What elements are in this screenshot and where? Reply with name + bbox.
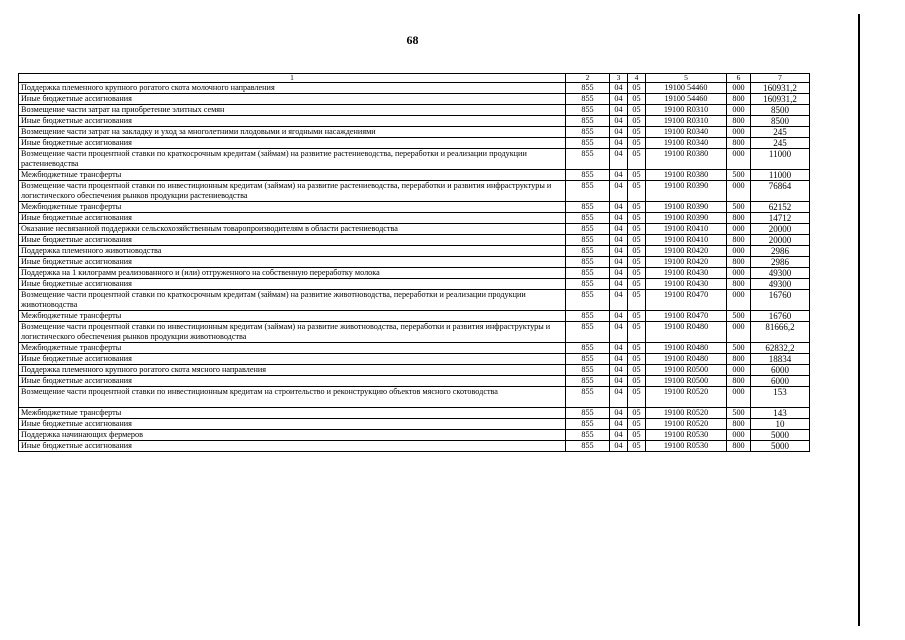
- target-code-cell: 19100 R0520: [646, 419, 727, 430]
- amount-cell: 6000: [751, 376, 810, 387]
- table-row: [19, 202, 810, 213]
- table-row: [19, 408, 810, 419]
- item-name-cell: Возмещение части процентной ставки по краткосрочным кредитам (займам) на развитие растениеводства, переработки и реализации продукции растениеводства: [19, 149, 566, 170]
- table-row: [19, 235, 810, 246]
- subsection-code-cell: 05: [628, 170, 646, 181]
- target-code-cell: 19100 R0310: [646, 105, 727, 116]
- table-row: [19, 376, 810, 387]
- item-name-cell: Иные бюджетные ассигнования: [19, 441, 566, 452]
- table-row: [19, 138, 810, 149]
- target-code-cell: 19100 R0520: [646, 408, 727, 419]
- expense-type-cell: 800: [727, 376, 751, 387]
- ministry-code-cell: 855: [566, 268, 610, 279]
- section-code-cell: 04: [610, 181, 628, 202]
- item-name-cell: Иные бюджетные ассигнования: [19, 376, 566, 387]
- amount-cell: 6000: [751, 365, 810, 376]
- target-code-cell: 19100 R0470: [646, 290, 727, 311]
- amount-cell: 143: [751, 408, 810, 419]
- section-code-cell: 04: [610, 94, 628, 105]
- subsection-code-cell: 05: [628, 290, 646, 311]
- ministry-code-cell: 855: [566, 387, 610, 408]
- target-code-cell: 19100 R0410: [646, 235, 727, 246]
- table-row: [19, 279, 810, 290]
- expense-type-cell: 800: [727, 419, 751, 430]
- amount-cell: 2986: [751, 257, 810, 268]
- ministry-code-cell: 855: [566, 94, 610, 105]
- section-code-cell: 04: [610, 213, 628, 224]
- ministry-code-cell: 855: [566, 213, 610, 224]
- section-code-cell: 04: [610, 376, 628, 387]
- section-code-cell: 04: [610, 419, 628, 430]
- section-code-cell: 04: [610, 354, 628, 365]
- target-code-cell: 19100 R0420: [646, 246, 727, 257]
- ministry-code-cell: 855: [566, 441, 610, 452]
- expense-type-cell: 800: [727, 235, 751, 246]
- amount-cell: 245: [751, 127, 810, 138]
- amount-cell: 76864: [751, 181, 810, 202]
- subsection-code-cell: 05: [628, 181, 646, 202]
- amount-cell: 160931,2: [751, 83, 810, 94]
- subsection-code-cell: 05: [628, 94, 646, 105]
- expense-type-cell: 000: [727, 105, 751, 116]
- expense-type-cell: 000: [727, 322, 751, 343]
- subsection-code-cell: 05: [628, 343, 646, 354]
- column-number: 2: [566, 74, 610, 83]
- section-code-cell: 04: [610, 290, 628, 311]
- target-code-cell: 19100 R0390: [646, 181, 727, 202]
- ministry-code-cell: 855: [566, 149, 610, 170]
- table-row: [19, 213, 810, 224]
- ministry-code-cell: 855: [566, 246, 610, 257]
- target-code-cell: 19100 R0420: [646, 257, 727, 268]
- table-row: [19, 354, 810, 365]
- amount-cell: 153: [751, 387, 810, 408]
- section-code-cell: 04: [610, 343, 628, 354]
- subsection-code-cell: 05: [628, 387, 646, 408]
- target-code-cell: 19100 R0310: [646, 116, 727, 127]
- section-code-cell: 04: [610, 430, 628, 441]
- item-name-cell: Межбюджетные трансферты: [19, 408, 566, 419]
- section-code-cell: 04: [610, 235, 628, 246]
- table-row: [19, 290, 810, 311]
- target-code-cell: 19100 R0410: [646, 224, 727, 235]
- subsection-code-cell: 05: [628, 419, 646, 430]
- amount-cell: 81666,2: [751, 322, 810, 343]
- subsection-code-cell: 05: [628, 441, 646, 452]
- budget-table: [18, 73, 810, 452]
- section-code-cell: 04: [610, 257, 628, 268]
- expense-type-cell: 000: [727, 181, 751, 202]
- target-code-cell: 19100 R0380: [646, 170, 727, 181]
- item-name-cell: Межбюджетные трансферты: [19, 202, 566, 213]
- item-name-cell: Межбюджетные трансферты: [19, 311, 566, 322]
- table-row: [19, 257, 810, 268]
- amount-cell: 2986: [751, 246, 810, 257]
- column-number: 6: [727, 74, 751, 83]
- ministry-code-cell: 855: [566, 202, 610, 213]
- subsection-code-cell: 05: [628, 322, 646, 343]
- item-name-cell: Поддержка племенного крупного рогатого скота молочного направления: [19, 83, 566, 94]
- expense-type-cell: 800: [727, 213, 751, 224]
- table-row: [19, 311, 810, 322]
- column-number: 1: [19, 74, 566, 83]
- amount-cell: 11000: [751, 170, 810, 181]
- target-code-cell: 19100 54460: [646, 94, 727, 105]
- subsection-code-cell: 05: [628, 376, 646, 387]
- column-number: 7: [751, 74, 810, 83]
- section-code-cell: 04: [610, 224, 628, 235]
- column-number: 4: [628, 74, 646, 83]
- expense-type-cell: 500: [727, 311, 751, 322]
- amount-cell: 18834: [751, 354, 810, 365]
- item-name-cell: Иные бюджетные ассигнования: [19, 213, 566, 224]
- subsection-code-cell: 05: [628, 279, 646, 290]
- section-code-cell: 04: [610, 105, 628, 116]
- subsection-code-cell: 05: [628, 311, 646, 322]
- section-code-cell: 04: [610, 408, 628, 419]
- target-code-cell: 19100 R0500: [646, 376, 727, 387]
- expense-type-cell: 000: [727, 224, 751, 235]
- table-row: [19, 83, 810, 94]
- item-name-cell: Иные бюджетные ассигнования: [19, 116, 566, 127]
- table-row: [19, 170, 810, 181]
- page-edge-rule: [858, 14, 860, 626]
- amount-cell: 8500: [751, 105, 810, 116]
- section-code-cell: 04: [610, 311, 628, 322]
- section-code-cell: 04: [610, 202, 628, 213]
- item-name-cell: Межбюджетные трансферты: [19, 343, 566, 354]
- subsection-code-cell: 05: [628, 116, 646, 127]
- target-code-cell: 19100 R0520: [646, 387, 727, 408]
- ministry-code-cell: 855: [566, 419, 610, 430]
- expense-type-cell: 500: [727, 408, 751, 419]
- subsection-code-cell: 05: [628, 430, 646, 441]
- target-code-cell: 19100 R0480: [646, 343, 727, 354]
- section-code-cell: 04: [610, 170, 628, 181]
- amount-cell: 245: [751, 138, 810, 149]
- item-name-cell: Иные бюджетные ассигнования: [19, 419, 566, 430]
- amount-cell: 49300: [751, 279, 810, 290]
- column-number-row: [19, 74, 810, 83]
- ministry-code-cell: 855: [566, 181, 610, 202]
- ministry-code-cell: 855: [566, 279, 610, 290]
- ministry-code-cell: 855: [566, 311, 610, 322]
- item-name-cell: Межбюджетные трансферты: [19, 170, 566, 181]
- section-code-cell: 04: [610, 149, 628, 170]
- item-name-cell: Иные бюджетные ассигнования: [19, 94, 566, 105]
- table-row: [19, 343, 810, 354]
- ministry-code-cell: 855: [566, 408, 610, 419]
- expense-type-cell: 000: [727, 246, 751, 257]
- section-code-cell: 04: [610, 127, 628, 138]
- amount-cell: 14712: [751, 213, 810, 224]
- section-code-cell: 04: [610, 387, 628, 408]
- item-name-cell: Возмещение части процентной ставки по инвестиционным кредитам (займам) на развитие растениеводства, переработки и развития инфраструктуры и логистического обеспечения рынков продукции растениеводства: [19, 181, 566, 202]
- amount-cell: 20000: [751, 235, 810, 246]
- ministry-code-cell: 855: [566, 322, 610, 343]
- subsection-code-cell: 05: [628, 213, 646, 224]
- target-code-cell: 19100 54460: [646, 83, 727, 94]
- expense-type-cell: 800: [727, 279, 751, 290]
- target-code-cell: 19100 R0500: [646, 365, 727, 376]
- subsection-code-cell: 05: [628, 202, 646, 213]
- subsection-code-cell: 05: [628, 83, 646, 94]
- target-code-cell: 19100 R0530: [646, 430, 727, 441]
- item-name-cell: Иные бюджетные ассигнования: [19, 235, 566, 246]
- target-code-cell: 19100 R0390: [646, 202, 727, 213]
- table-row: [19, 246, 810, 257]
- table-row: [19, 322, 810, 343]
- ministry-code-cell: 855: [566, 116, 610, 127]
- item-name-cell: Возмещение части процентной ставки по инвестиционным кредитам на строительство и реконструкцию объектов мясного скотоводства: [19, 387, 566, 408]
- item-name-cell: Возмещение части затрат на приобретение элитных семян: [19, 105, 566, 116]
- subsection-code-cell: 05: [628, 105, 646, 116]
- target-code-cell: 19100 R0480: [646, 354, 727, 365]
- table-row: [19, 116, 810, 127]
- table-row: [19, 224, 810, 235]
- subsection-code-cell: 05: [628, 235, 646, 246]
- column-number: 5: [646, 74, 727, 83]
- target-code-cell: 19100 R0340: [646, 127, 727, 138]
- amount-cell: 11000: [751, 149, 810, 170]
- expense-type-cell: 800: [727, 441, 751, 452]
- section-code-cell: 04: [610, 322, 628, 343]
- subsection-code-cell: 05: [628, 365, 646, 376]
- expense-type-cell: 800: [727, 257, 751, 268]
- amount-cell: 62832,2: [751, 343, 810, 354]
- expense-type-cell: 800: [727, 138, 751, 149]
- section-code-cell: 04: [610, 246, 628, 257]
- ministry-code-cell: 855: [566, 170, 610, 181]
- section-code-cell: 04: [610, 268, 628, 279]
- target-code-cell: 19100 R0480: [646, 322, 727, 343]
- ministry-code-cell: 855: [566, 235, 610, 246]
- subsection-code-cell: 05: [628, 224, 646, 235]
- table-row: [19, 430, 810, 441]
- item-name-cell: Поддержка начинающих фермеров: [19, 430, 566, 441]
- expense-type-cell: 000: [727, 430, 751, 441]
- amount-cell: 5000: [751, 441, 810, 452]
- item-name-cell: Иные бюджетные ассигнования: [19, 138, 566, 149]
- table-row: [19, 94, 810, 105]
- item-name-cell: Иные бюджетные ассигнования: [19, 354, 566, 365]
- ministry-code-cell: 855: [566, 83, 610, 94]
- section-code-cell: 04: [610, 365, 628, 376]
- expense-type-cell: 000: [727, 127, 751, 138]
- table-row: [19, 268, 810, 279]
- expense-type-cell: 500: [727, 202, 751, 213]
- table-row: [19, 127, 810, 138]
- item-name-cell: Возмещение части процентной ставки по краткосрочным кредитам (займам) на развитие животноводства, переработки и реализации продукции животноводства: [19, 290, 566, 311]
- ministry-code-cell: 855: [566, 127, 610, 138]
- expense-type-cell: 000: [727, 365, 751, 376]
- amount-cell: 20000: [751, 224, 810, 235]
- subsection-code-cell: 05: [628, 354, 646, 365]
- ministry-code-cell: 855: [566, 354, 610, 365]
- section-code-cell: 04: [610, 116, 628, 127]
- ministry-code-cell: 855: [566, 138, 610, 149]
- section-code-cell: 04: [610, 279, 628, 290]
- subsection-code-cell: 05: [628, 127, 646, 138]
- expense-type-cell: 500: [727, 170, 751, 181]
- target-code-cell: 19100 R0470: [646, 311, 727, 322]
- table-row: [19, 441, 810, 452]
- table-row: [19, 105, 810, 116]
- item-name-cell: Иные бюджетные ассигнования: [19, 257, 566, 268]
- target-code-cell: 19100 R0340: [646, 138, 727, 149]
- ministry-code-cell: 855: [566, 105, 610, 116]
- table-row: [19, 419, 810, 430]
- ministry-code-cell: 855: [566, 224, 610, 235]
- subsection-code-cell: 05: [628, 138, 646, 149]
- amount-cell: 49300: [751, 268, 810, 279]
- table-row: [19, 387, 810, 408]
- ministry-code-cell: 855: [566, 430, 610, 441]
- expense-type-cell: 000: [727, 387, 751, 408]
- ministry-code-cell: 855: [566, 257, 610, 268]
- item-name-cell: Возмещение части процентной ставки по инвестиционным кредитам (займам) на развитие животноводства, переработки и развития инфраструктуры и логистического обеспечения рынков продукции животноводства: [19, 322, 566, 343]
- amount-cell: 62152: [751, 202, 810, 213]
- table-row: [19, 365, 810, 376]
- expense-type-cell: 800: [727, 116, 751, 127]
- table-row: [19, 181, 810, 202]
- subsection-code-cell: 05: [628, 268, 646, 279]
- expense-type-cell: 800: [727, 354, 751, 365]
- section-code-cell: 04: [610, 138, 628, 149]
- target-code-cell: 19100 R0530: [646, 441, 727, 452]
- item-name-cell: Оказание несвязанной поддержки сельскохозяйственным товаропроизводителям в области растениеводства: [19, 224, 566, 235]
- subsection-code-cell: 05: [628, 257, 646, 268]
- item-name-cell: Поддержка на 1 килограмм реализованного и (или) отгруженного на собственную переработку молока: [19, 268, 566, 279]
- table-row: [19, 149, 810, 170]
- expense-type-cell: 500: [727, 343, 751, 354]
- ministry-code-cell: 855: [566, 290, 610, 311]
- ministry-code-cell: 855: [566, 365, 610, 376]
- subsection-code-cell: 05: [628, 149, 646, 170]
- expense-type-cell: 000: [727, 268, 751, 279]
- section-code-cell: 04: [610, 441, 628, 452]
- column-number: 3: [610, 74, 628, 83]
- expense-type-cell: 000: [727, 83, 751, 94]
- subsection-code-cell: 05: [628, 246, 646, 257]
- item-name-cell: Возмещение части затрат на закладку и уход за многолетними плодовыми и ягодными насаждениями: [19, 127, 566, 138]
- target-code-cell: 19100 R0380: [646, 149, 727, 170]
- item-name-cell: Поддержка племенного крупного рогатого скота мясного направления: [19, 365, 566, 376]
- amount-cell: 16760: [751, 311, 810, 322]
- subsection-code-cell: 05: [628, 408, 646, 419]
- ministry-code-cell: 855: [566, 343, 610, 354]
- section-code-cell: 04: [610, 83, 628, 94]
- page-number: 68: [406, 33, 419, 47]
- expense-type-cell: 800: [727, 94, 751, 105]
- ministry-code-cell: 855: [566, 376, 610, 387]
- amount-cell: 8500: [751, 116, 810, 127]
- amount-cell: 5000: [751, 430, 810, 441]
- target-code-cell: 19100 R0430: [646, 268, 727, 279]
- target-code-cell: 19100 R0390: [646, 213, 727, 224]
- item-name-cell: Иные бюджетные ассигнования: [19, 279, 566, 290]
- expense-type-cell: 000: [727, 149, 751, 170]
- amount-cell: 16760: [751, 290, 810, 311]
- amount-cell: 160931,2: [751, 94, 810, 105]
- expense-type-cell: 000: [727, 290, 751, 311]
- amount-cell: 10: [751, 419, 810, 430]
- target-code-cell: 19100 R0430: [646, 279, 727, 290]
- item-name-cell: Поддержка племенного животноводства: [19, 246, 566, 257]
